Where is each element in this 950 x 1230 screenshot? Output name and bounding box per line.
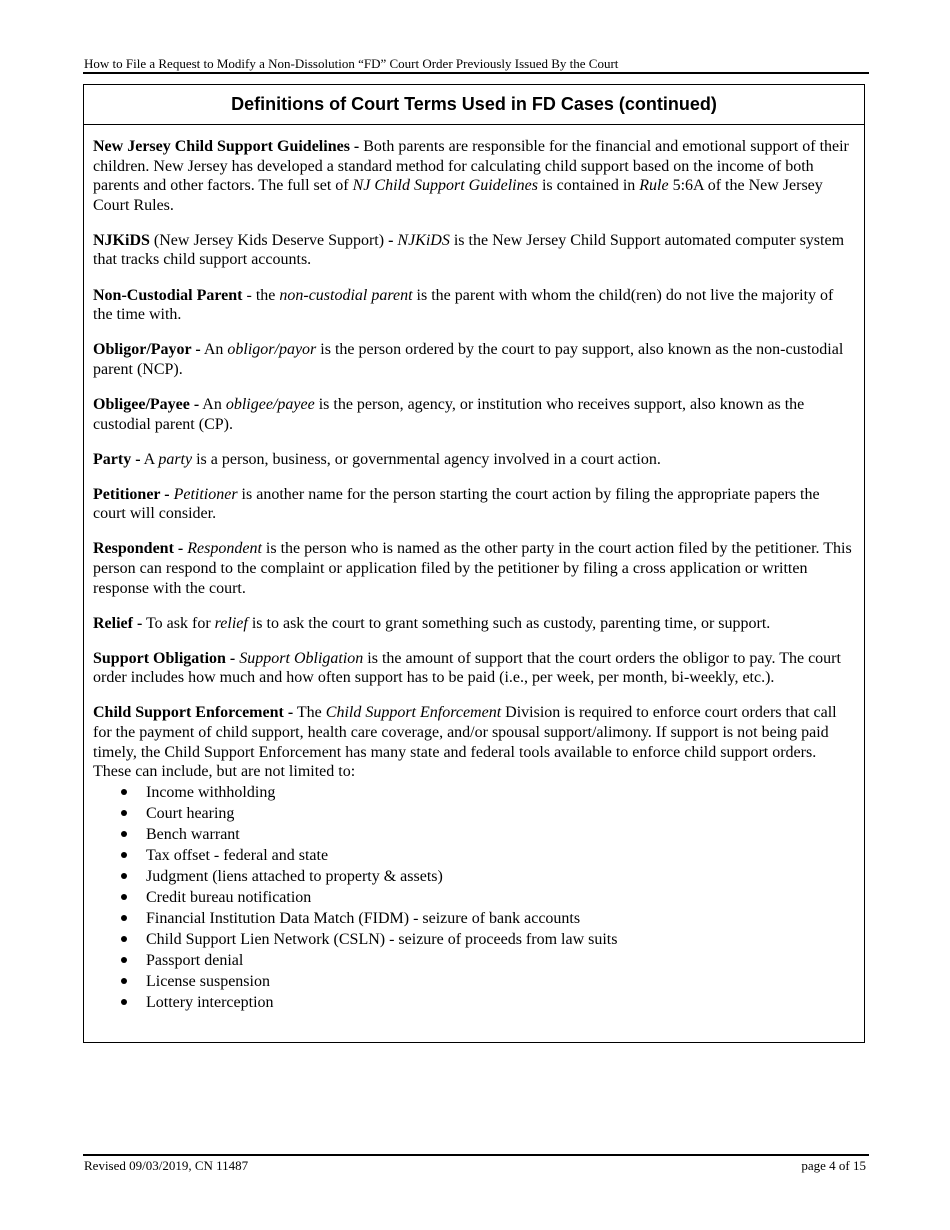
revision-note: Revised 09/03/2019, CN 11487 — [84, 1158, 249, 1173]
definition-obligee-payee: Obligee/Payee - An obligee/payee is the person, agency, or institution who receives support, also known as the custodial parent (CP). — [93, 395, 805, 433]
header-rule — [83, 72, 869, 74]
bullet-icon — [121, 894, 127, 900]
definition-obligor-payor: Obligor/Payor - An obligor/payor is the person ordered by the court to pay support, also known as the non-custodial parent (NCP). — [93, 341, 844, 378]
bullet-icon — [121, 978, 127, 984]
list-item: Child Support Lien Network (CSLN) - seizure of proceeds from law suits — [93, 929, 854, 950]
footer-rule — [83, 1154, 869, 1156]
list-item: Financial Institution Data Match (FIDM) - seizure of bank accounts — [93, 908, 854, 929]
list-item: Tax offset - federal and state — [93, 845, 854, 866]
term: NJKiDS — [93, 231, 150, 249]
definition-respondent: Respondent - Respondent is the person who is named as the other party in the court action filed by the petitioner. This person can respond to the complaint or application filed by the petitioner by filing a cross application or written response with the court. — [93, 540, 852, 597]
term: Party - — [93, 450, 141, 468]
bullet-icon — [121, 789, 127, 795]
definition-petitioner: Petitioner - Petitioner is another name for the person starting the court action by filing the appropriate papers the court will consider. — [93, 485, 820, 523]
list-item: Credit bureau notification — [93, 887, 854, 908]
term: Support Obligation - — [93, 649, 236, 667]
term: Relief - — [93, 614, 143, 632]
list-item: Judgment (liens attached to property & assets) — [93, 866, 854, 887]
box-title: Definitions of Court Terms Used in FD Cases (continued) — [84, 85, 864, 125]
term: Non-Custodial Parent — [93, 286, 243, 304]
definition-nj-child-support-guidelines: New Jersey Child Support Guidelines - Both parents are responsible for the financial and emotional support of their children. New Jersey has developed a standard method for calculating child support based on the income of both parents and other factors. The full set of NJ Child Support Guidelines is contained in Rule 5:6A of the New Jersey Court Rules. — [93, 138, 849, 214]
definitions-box — [83, 84, 865, 1043]
list-item: Income withholding — [93, 782, 854, 803]
page-header: How to File a Request to Modify a Non-Dissolution “FD” Court Order Previously Issued By the Court — [84, 56, 619, 71]
term: Obligee/Payee - — [93, 395, 200, 413]
term: Petitioner - — [93, 485, 170, 503]
term: Obligor/Payor - — [93, 341, 201, 359]
definition-relief: Relief - To ask for relief is to ask the court to grant something such as custody, parenting time, or support. — [93, 614, 771, 632]
term: Respondent - — [93, 540, 184, 558]
bullet-icon — [121, 936, 127, 942]
bullet-icon — [121, 873, 127, 879]
list-item: Lottery interception — [93, 992, 854, 1013]
bullet-icon — [121, 915, 127, 921]
list-item: Passport denial — [93, 950, 854, 971]
term: New Jersey Child Support Guidelines - — [93, 138, 360, 155]
list-item: Court hearing — [93, 803, 854, 824]
term: Child Support Enforcement - — [93, 704, 294, 722]
enforcement-tools-list — [93, 782, 854, 1013]
bullet-icon — [121, 957, 127, 963]
list-item: License suspension — [93, 971, 854, 992]
bullet-icon — [121, 852, 127, 858]
bullet-icon — [121, 831, 127, 837]
definition-party: Party - A party is a person, business, or governmental agency involved in a court action. — [93, 450, 661, 468]
definition-child-support-enforcement: Child Support Enforcement - The Child Support Enforcement Division is required to enforce court orders that call for the payment of child support, health care coverage, and/or spousal support/alimony. If support is not being paid timely, the Child Support Enforcement has many state and federal tools available to enforce child support orders. These can include, but are not limited to: — [93, 704, 837, 781]
bullet-icon — [121, 999, 127, 1005]
definition-support-obligation: Support Obligation - Support Obligation is the amount of support that the court orders the obligor to pay. The court order includes how much and how often support has to be paid (i.e., per week, per month, bi-weekly, etc.). — [93, 649, 841, 687]
definition-njkids: NJKiDS (New Jersey Kids Deserve Support) - NJKiDS is the New Jersey Child Support automated computer system that tracks child support accounts. — [93, 231, 845, 269]
list-item: Bench warrant — [93, 824, 854, 845]
definition-non-custodial-parent: Non-Custodial Parent - the non-custodial parent is the parent with whom the child(ren) do not live the majority of the time with. — [93, 286, 834, 324]
definitions-content — [84, 125, 864, 1013]
page-number: page 4 of 15 — [801, 1158, 866, 1173]
bullet-icon — [121, 810, 127, 816]
